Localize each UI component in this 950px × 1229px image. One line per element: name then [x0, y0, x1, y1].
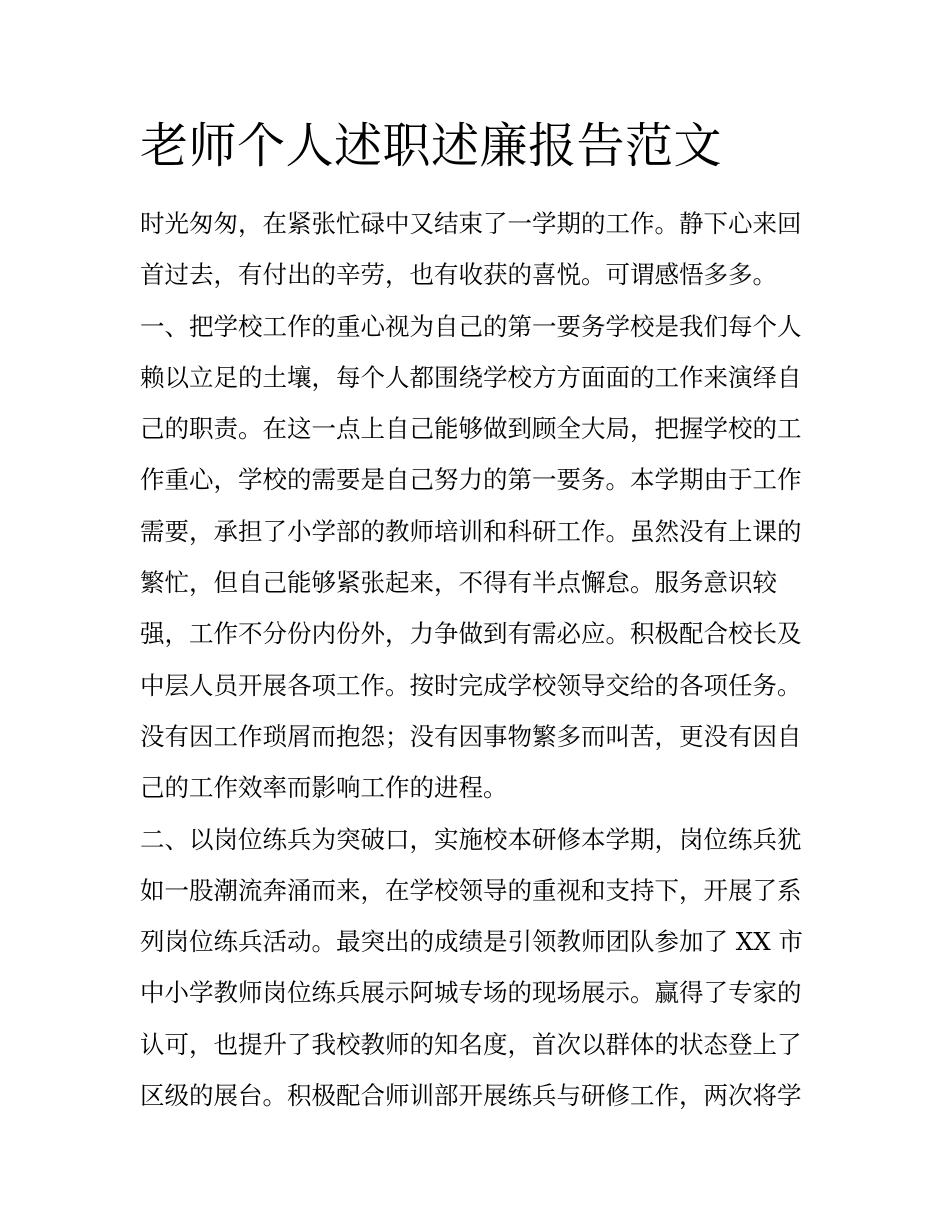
body-line-15: 列岗位练兵活动。最突出的成绩是引领教师团队参加了 XX 市	[140, 927, 803, 957]
body-line-13: 二、以岗位练兵为突破口，实施校本研修本学期，岗位练兵犹	[140, 824, 802, 854]
document-title: 老师个人述职述廉报告范文	[140, 118, 723, 174]
body-line-18: 区级的展台。积极配合师训部开展练兵与研修工作，两次将学	[140, 1081, 802, 1111]
document-body	[140, 198, 820, 1121]
body-line-4: 赖以立足的土壤，每个人都围绕学校方方面面的工作来演绎自	[140, 362, 802, 392]
body-line-9: 强，工作不分份内份外，力争做到有需必应。积极配合校长及	[140, 619, 802, 649]
body-line-6: 作重心，学校的需要是自己努力的第一要务。本学期由于工作	[140, 465, 802, 495]
body-line-8: 繁忙，但自己能够紧张起来，不得有半点懈怠。服务意识较	[140, 568, 777, 598]
body-line-17: 认可，也提升了我校教师的知名度，首次以群体的状态登上了	[140, 1029, 802, 1059]
body-line-2: 首过去，有付出的辛劳，也有收获的喜悦。可谓感悟多多。	[140, 260, 777, 290]
body-line-3: 一、把学校工作的重心视为自己的第一要务学校是我们每个人	[140, 311, 802, 341]
body-line-10: 中层人员开展各项工作。按时完成学校领导交给的各项任务。	[140, 670, 802, 700]
body-line-14: 如一股潮流奔涌而来，在学校领导的重视和支持下，开展了系	[140, 875, 802, 905]
body-line-5: 己的职责。在这一点上自己能够做到顾全大局，把握学校的工	[140, 414, 802, 444]
body-line-1: 时光匆匆，在紧张忙碌中又结束了一学期的工作。静下心来回	[140, 209, 802, 238]
body-line-16: 中小学教师岗位练兵展示阿城专场的现场展示。赢得了专家的	[140, 978, 802, 1008]
body-line-12: 己的工作效率而影响工作的进程。	[140, 773, 508, 803]
body-line-11: 没有因工作琐屑而抱怨；没有因事物繁多而叫苦，更没有因自	[140, 721, 802, 751]
body-line-7: 需要，承担了小学部的教师培训和科研工作。虽然没有上课的	[140, 516, 802, 546]
